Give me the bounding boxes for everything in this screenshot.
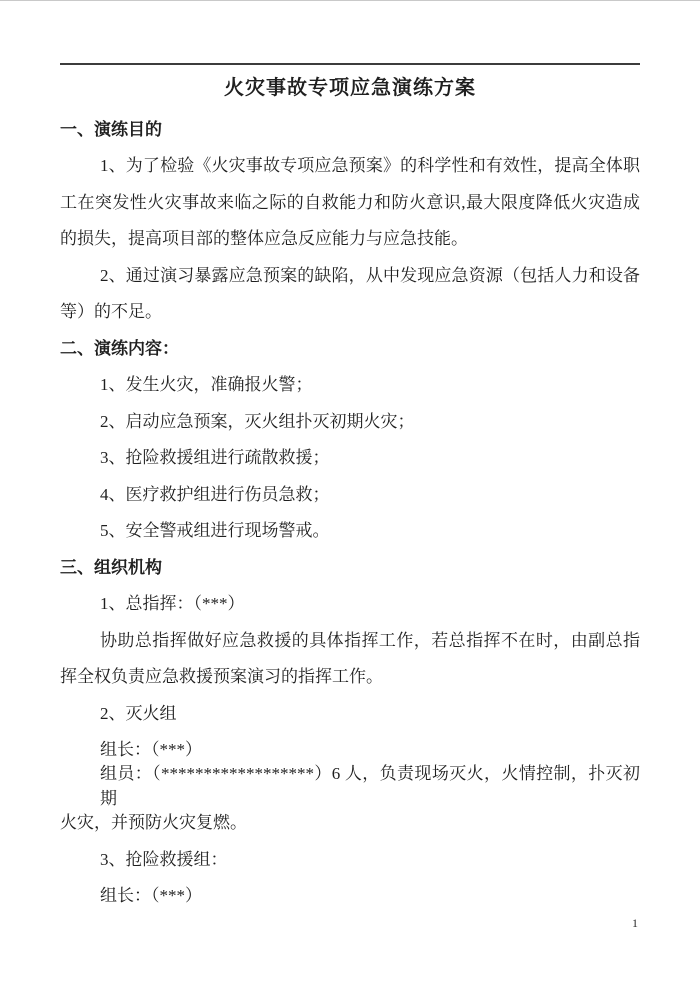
- text-line: 等）的不足。: [60, 302, 162, 322]
- text-line: 2、灭火组: [100, 703, 177, 723]
- page-number: 1: [632, 916, 638, 930]
- header-rule: [60, 63, 640, 65]
- text-line: 二、演练内容：: [60, 338, 179, 358]
- text-line: 一、演练目的: [60, 119, 162, 139]
- text-line: 3、抢险救援组：: [100, 849, 228, 869]
- text-line: 组长：（***）: [100, 740, 202, 760]
- text-line: 1、为了检验《火灾事故专项应急预案》的科学性和有效性，提高全体职: [100, 156, 640, 176]
- text-line: 2、通过演习暴露应急预案的缺陷，从中发现应急资源（包括人力和设备: [100, 265, 640, 285]
- text-line: 组长：（***）: [100, 886, 202, 906]
- text-line: 1、发生火灾，准确报火警；: [100, 375, 313, 395]
- text-line: 火灾，并预防火灾复燃。: [60, 813, 247, 833]
- text-line: 工在突发性火灾事故来临之际的自救能力和防火意识,最大限度降低火灾造成: [60, 192, 640, 212]
- text-line: 挥全权负责应急救援预案演习的指挥工作。: [60, 667, 383, 687]
- text-line: 5、安全警戒组进行现场警戒。: [100, 521, 330, 541]
- document-body: [60, 109, 640, 912]
- text-line: 的损失，提高项目部的整体应急反应能力与应急技能。: [60, 229, 468, 249]
- text-line: 2、启动应急预案，灭火组扑灭初期火灾；: [100, 411, 415, 431]
- text-line: 3、抢险救援组进行疏散救援；: [100, 448, 330, 468]
- text-line: 协助总指挥做好应急救援的具体指挥工作，若总指挥不在时，由副总指: [100, 630, 640, 650]
- text-line: 三、组织机构: [60, 557, 162, 577]
- document-title: 火灾事故专项应急演练方案: [224, 77, 476, 99]
- text-line: 1、总指挥：（***）: [100, 594, 245, 614]
- text-line: 组员：（******************）6 人，负责现场灭火，火情控制，扑灭初期: [100, 764, 640, 809]
- text-line: 4、医疗救护组进行伤员急救；: [100, 484, 330, 504]
